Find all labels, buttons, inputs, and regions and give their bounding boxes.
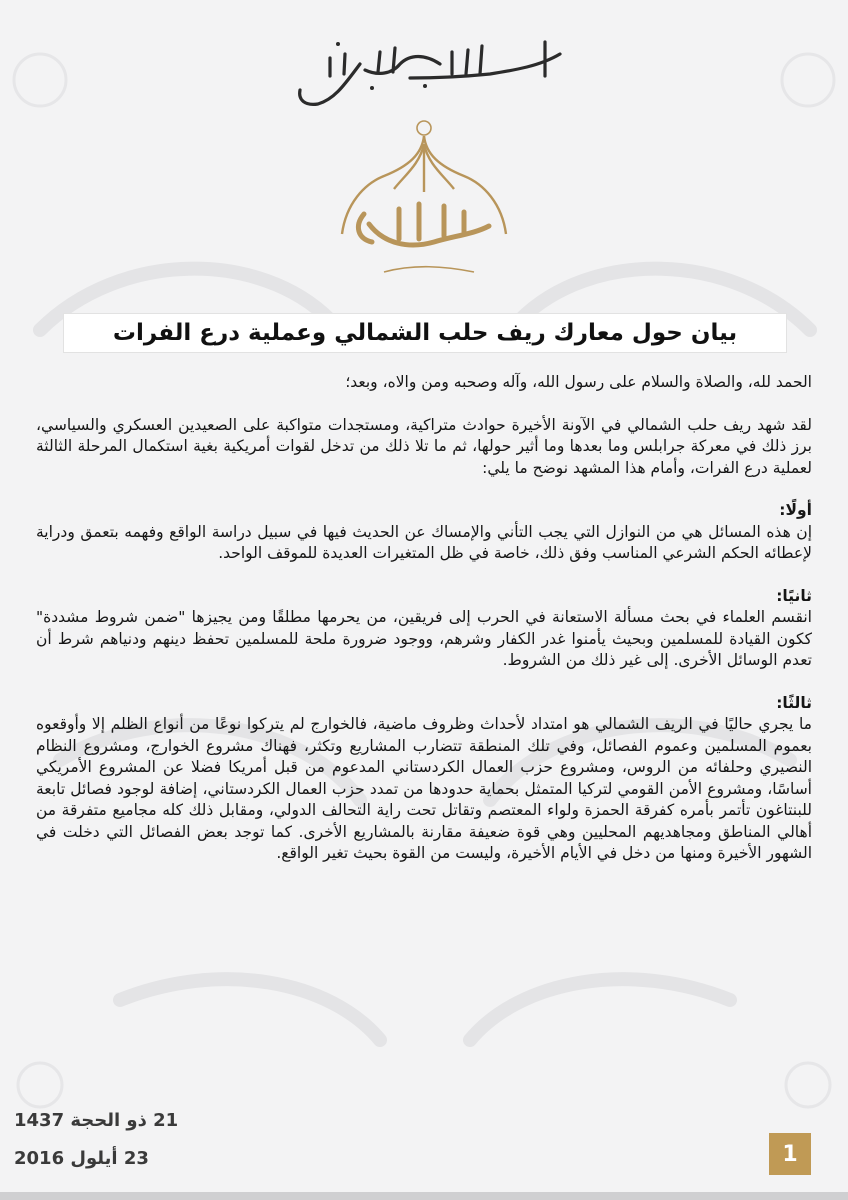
third-point-paragraph: ما يجري حاليًا في الريف الشمالي هو امتداد لأحداث وظروف ماضية، فالخوارج لم يتركوا نوعًا من أنواع الظلم إلا وأوقعوه بعموم المسلمين وعموم الفصائل، وفي تلك المنطقة تتضارب المشاريع وتكثر، فهناك مشروع الخوارج، ومشروع النظام النصيري وحلفائه من الروس، ومشروع حزب العمال الكردستاني المدعوم من قبل أمريكا فضلا عن المشروع الأمريكي أساسًا، ومشروع الأمن القومي لتركيا المتمثل بحماية حدودها من تمدد حزب العمال الكردستاني، إضافة لوجود فصائل تابعة للبنتاغون تأتمر بأمره كفرقة الحمزة ولواء المعتصم وتقاتل تحت راية التحالف الدولي، ومقابل ذلك كله مجاميع متفرقة من أهالي المناطق ومجاهديهم المحليين وهي قوة ضعيفة مقارنة بالمشاريع الأخرى. كما توجد بعض الفصائل التي دخلت في الشهور الأخيرة ومنها من دخل في الأيام الأخيرة، وليست من القوة بحيث تغير الواقع. xyxy=(36,715,812,862)
basmala-header xyxy=(0,24,848,114)
bottom-strip xyxy=(0,1192,848,1200)
basmala-calligraphy xyxy=(0,24,848,114)
statement-title: بيان حول معارك ريف حلب الشمالي وعملية درع الفرات xyxy=(63,313,787,353)
basmala-text: بسم الله الرحمن الرحيم xyxy=(418,38,430,39)
organization-logo xyxy=(324,114,524,304)
statement-body xyxy=(36,372,812,865)
logo-motto: نصر من الله وفتح قريب xyxy=(419,279,429,280)
hijri-date: 21 ذو الحجة 1437 xyxy=(14,1110,179,1131)
logo-name: جبهة فتح الشام xyxy=(420,214,428,215)
gregorian-date: 23 أيلول 2016 xyxy=(14,1148,149,1169)
second-point-paragraph: انقسم العلماء في بحث مسألة الاستعانة في الحرب إلى فريقين، من يحرمها مطلقًا ومن يجيزها "ضمن شروط مشددة" ككون القيادة للمسلمين وبحيث يأمنوا غدر الكفار وشرهم، ووجود ضرورة ملحة للمسلمين تحفظ دينهم ودنياهم شرط أن تعدم الوسائل الأخرى. إلى غير ذلك من الشروط. xyxy=(36,608,812,669)
logo-emblem xyxy=(324,114,524,304)
intro-paragraph: لقد شهد ريف حلب الشمالي في الآونة الأخيرة حوادث متراكية، ومستجدات متواكبة على الصعيدين العسكري والسياسي، برز ذلك في معركة جرابلس وما بعدها وما أثير حولها، ثم ما تلا ذلك من تدخل لقوات أمريكية بغية استكمال المرحلة الثالثة لعملية درع الفرات، وأمام هذا المشهد نوضح ما يلي: xyxy=(36,415,812,477)
first-point-paragraph: إن هذه المسائل هي من النوازل التي يجب التأني والإمساك عن الحديث فيها في سبيل دراسة الواقع وفهمه بتعمق ودراية لإعطائه الحكم الشرعي المناسب وفق ذلك، خاصة في ظل المتغيرات العديدة للموقف الواحد. xyxy=(36,522,812,562)
first-point-heading: أولًا: xyxy=(779,501,812,519)
page-number: 1 xyxy=(769,1133,811,1175)
third-point-heading: ثالثًا: xyxy=(776,693,812,712)
second-point-heading: ثانيًا: xyxy=(776,586,812,605)
opening-paragraph: الحمد لله، والصلاة والسلام على رسول الله، وآله وصحبه ومن والاه، وبعد؛ xyxy=(345,373,812,391)
